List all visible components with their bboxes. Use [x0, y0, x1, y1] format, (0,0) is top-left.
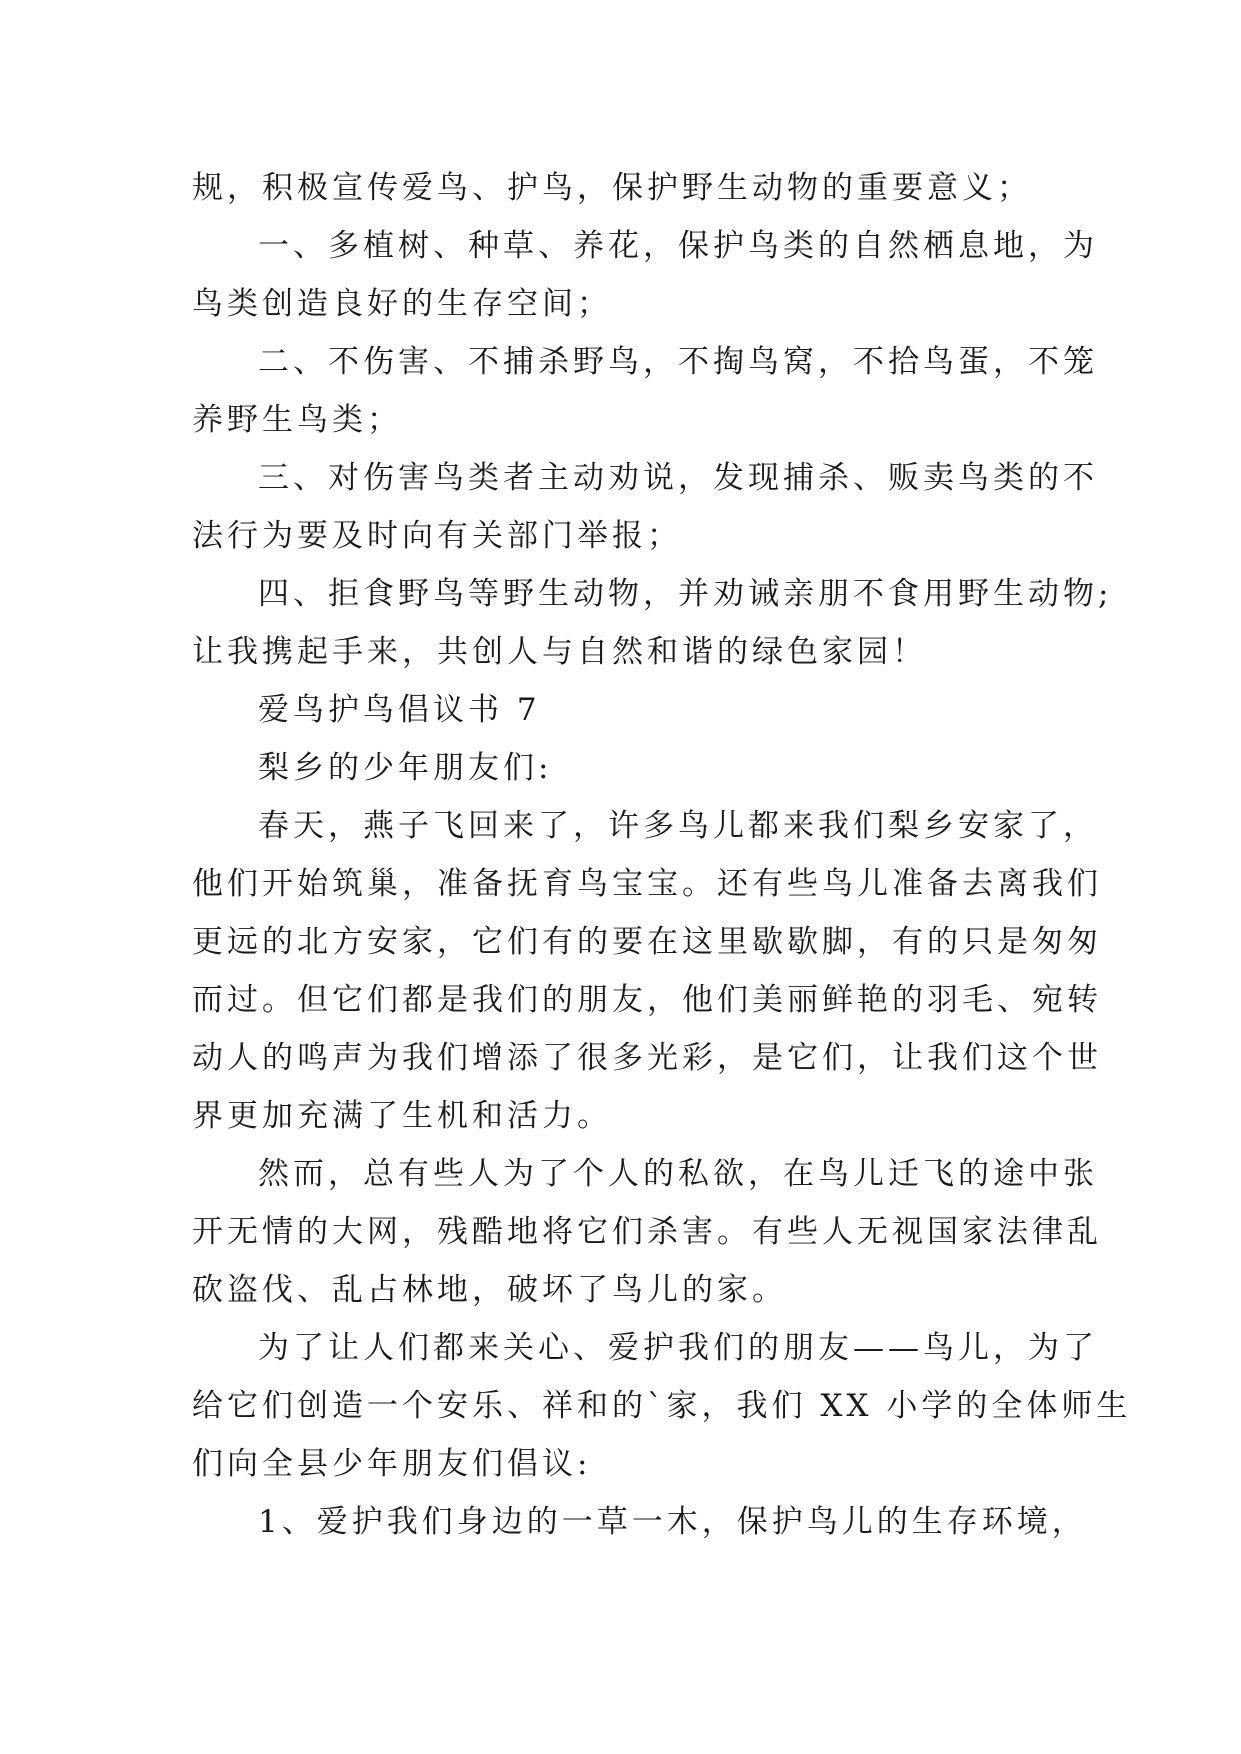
text-line: 三、对伤害鸟类者主动劝说，发现捕杀、贩卖鸟类的不 — [258, 460, 1098, 496]
text-line: 然而，总有些人为了个人的私欲，在鸟儿迁飞的途中张 — [258, 1156, 1098, 1192]
text-line: 让我携起手来，共创人与自然和谐的绿色家园！ — [192, 634, 927, 670]
text-line: 春天，燕子飞回来了，许多鸟儿都来我们梨乡安家了， — [258, 808, 1098, 844]
text-line: 界更加充满了生机和活力。 — [192, 1098, 612, 1134]
text-line: 鸟类创造良好的生存空间； — [192, 286, 612, 322]
text-line: 而过。但它们都是我们的朋友，他们美丽鲜艳的羽毛、宛转 — [192, 982, 1102, 1018]
text-line: 法行为要及时向有关部门举报； — [192, 518, 682, 554]
text-line: 为了让人们都来关心、爱护我们的朋友——鸟儿，为了 — [258, 1330, 1098, 1366]
text-line: 们向全县少年朋友们倡议: — [192, 1446, 592, 1482]
text-line: 更远的北方安家，它们有的要在这里歇歇脚，有的只是匆匆 — [192, 924, 1102, 960]
text-line: 养野生鸟类； — [192, 402, 402, 438]
text-line: 四、拒食野鸟等野生动物，并劝诫亲朋不食用野生动物; — [258, 576, 1113, 612]
text-line: 他们开始筑巢，准备抚育鸟宝宝。还有些鸟儿准备去离我们 — [192, 866, 1102, 902]
section-title: 爱鸟护鸟倡议书 7 — [258, 692, 541, 728]
text-line: 动人的鸣声为我们增添了很多光彩，是它们，让我们这个世 — [192, 1040, 1102, 1076]
text-line: 开无情的大网，残酷地将它们杀害。有些人无视国家法律乱 — [192, 1214, 1102, 1250]
text-line: 一、多植树、种草、养花，保护鸟类的自然栖息地，为 — [258, 228, 1098, 264]
text-line: 二、不伤害、不捕杀野鸟，不掏鸟窝，不拾鸟蛋，不笼 — [258, 344, 1098, 380]
text-line: 砍盗伐、乱占林地，破坏了鸟儿的家。 — [192, 1272, 787, 1308]
text-line: 规，积极宣传爱鸟、护鸟，保护野生动物的重要意义； — [192, 170, 1032, 206]
salutation: 梨乡的少年朋友们: — [258, 750, 553, 786]
text-line: 1、爱护我们身边的一草一木，保护鸟儿的生存环境， — [258, 1504, 1087, 1540]
text-line: 给它们创造一个安乐、祥和的`家，我们 XX 小学的全体师生 — [192, 1388, 1132, 1424]
